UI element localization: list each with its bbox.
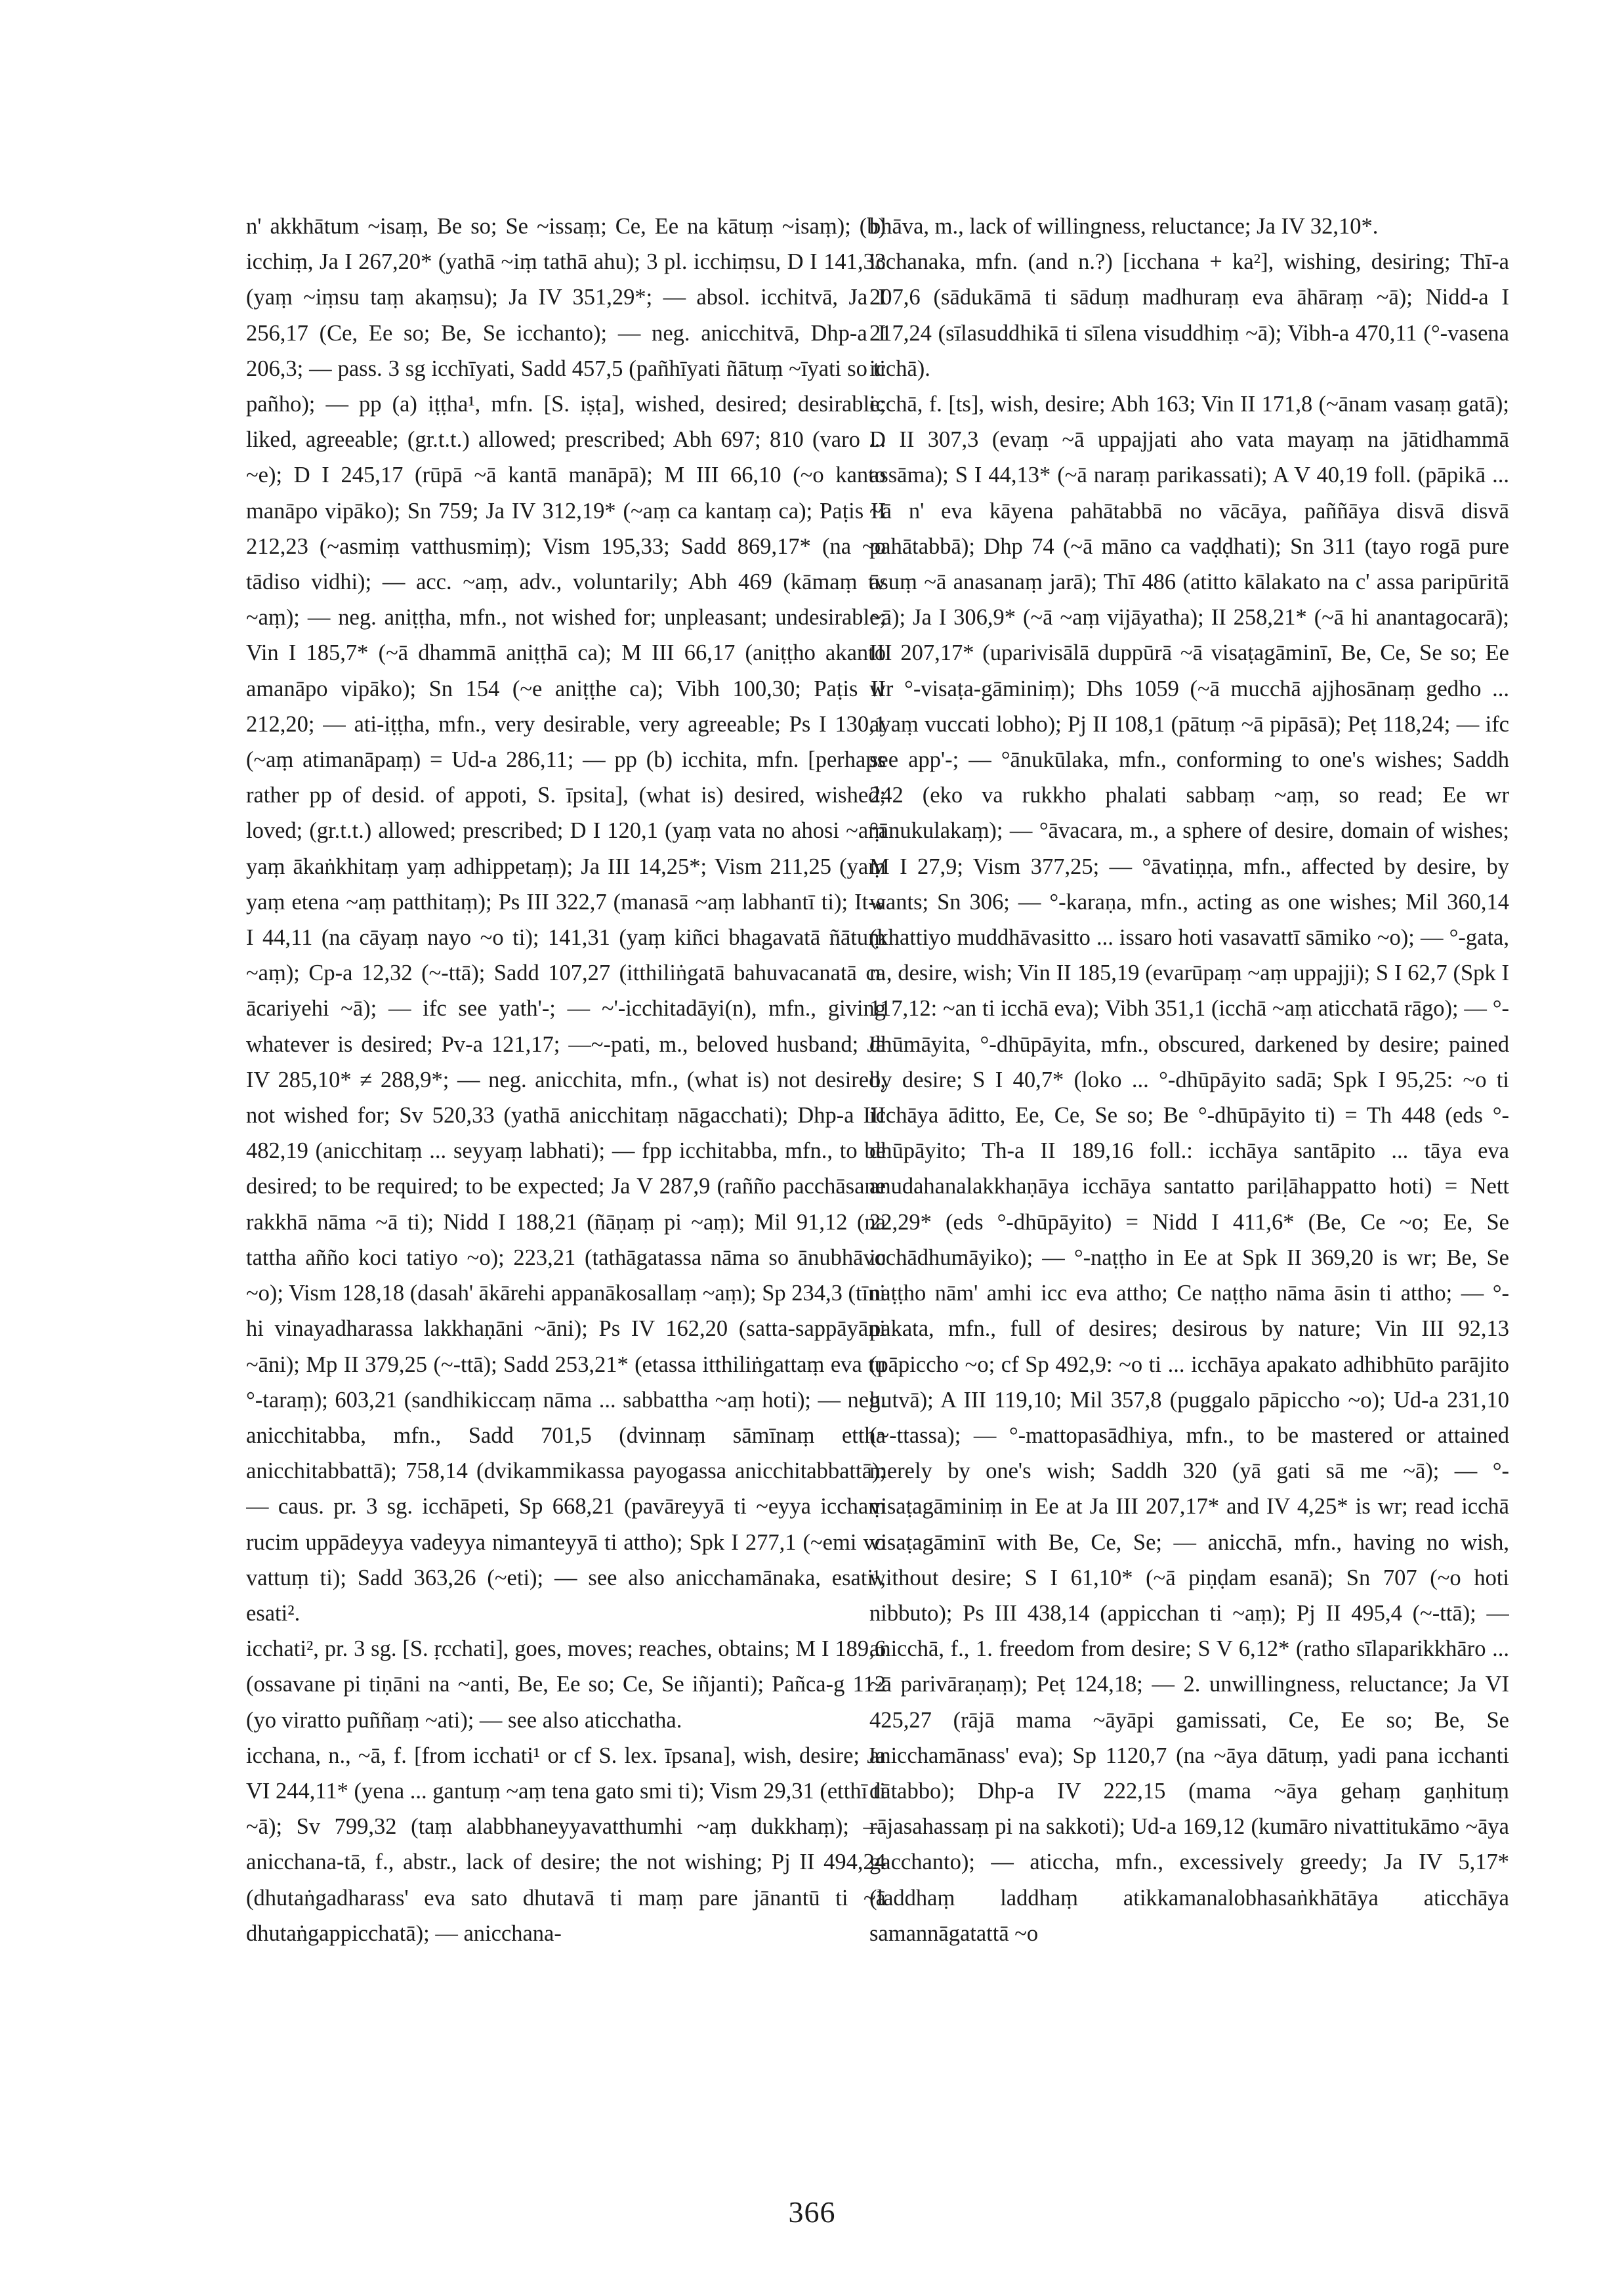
- entry-icchanaka: icchanaka, mfn. (and n.?) [icchana + ka²], wishing, desiring; Thī-a 207,6 (sādukāmā ti sāduṃ madhuraṃ eva āhāraṃ ~ā); Nidd-a I 217,24 (sīlasuddhikā ti sīlena visuddhiṃ ~ā); Vibh-a 470,11 (°-vasena icchā).: [869, 249, 1509, 381]
- right-column: [869, 209, 1509, 2197]
- left-column: [246, 209, 886, 2197]
- entry-icchati1-continuation: n' akkhātum ~isaṃ, Be so; Se ~issaṃ; Ce, Ee na kātuṃ ~isaṃ); (b) icchiṃ, Ja I 267,20* (yathā ~iṃ tathā ahu); 3 pl. icchiṃsu, D I 141,33 (yaṃ ~iṃsu taṃ akaṃsu); Ja IV 351,29*; — absol. icchitvā, Ja I 256,17 (Ce, Ee so; Be, Se icchanto); — neg. anicchitvā, Dhp-a I 206,3; — pass. 3 sg icchīyati, Sadd 457,5 (pañhīyati ñātuṃ ~īyati so ti pañho); — pp (a) iṭṭha¹, mfn. [S. iṣṭa], wished, desired; desirable; liked, agreeable; (gr.t.t.) allowed; prescribed; Abh 697; 810 (varo ... ~e); D I 245,17 (rūpā ~ā kantā manāpā); M III 66,10 (~o kanto manāpo vipāko); Sn 759; Ja IV 312,19* (~aṃ ca kantaṃ ca); Paṭis II 212,23 (~asmiṃ vatthusmiṃ); Vism 195,33; Sadd 869,17* (na ~o tādiso vidhi); — acc. ~aṃ, adv., voluntarily; Abh 469 (kāmaṃ tv ~aṃ); — neg. aniṭṭha, mfn., not wished for; unpleasant; undesirable; Vin I 185,7* (~ā dhammā aniṭṭhā ca); M III 66,17 (aniṭṭho akanto amanāpo vipāko); Sn 154 (~e aniṭṭhe ca); Vibh 100,30; Paṭis II 212,20; — ati-iṭṭha, mfn., very desirable, very agreeable; Ps I 130,1 (~aṃ atimanāpaṃ) = Ud-a 286,11; — pp (b) icchita, mfn. [perhaps rather pp of desid. of appoti, S. īpsita], (what is) desired, wished; loved; (gr.t.t.) allowed; prescribed; D I 120,1 (yaṃ vata no ahosi ~aṃ yaṃ ākaṅkhitaṃ yaṃ adhippetaṃ); Ja III 14,25*; Vism 211,25 (yaṃ yaṃ etena ~aṃ patthitaṃ); Ps III 322,7 (manasā ~aṃ labhantī ti); It-a I 44,11 (na cāyaṃ nayo ~o ti); 141,31 (yaṃ kiñci bhagavatā ñātuṃ ~aṃ); Cp-a 12,32 (~-ttā); Sadd 107,27 (itthiliṅgatā bahuvacanatā ca ācariyehi ~ā); — ifc see yath'-; — ~'-icchitadāyi(n), mfn., giving whatever is desired; Pv-a 121,17; —~-pati, m., beloved husband; Ja IV 285,10* ≠ 288,9*; — neg. anicchita, mfn., (what is) not desired, not wished for; Sv 520,33 (yathā anicchitaṃ nāgacchati); Dhp-a III 482,19 (anicchitaṃ ... seyyaṃ labhati); — fpp icchitabba, mfn., to be desired; to be required; to be expected; Ja V 287,9 (rañño pacchāsane rakkhā nāma ~ā ti); Nidd I 188,21 (ñāṇaṃ pi ~aṃ); Mil 91,12 (na tattha añño koci tatiyo ~o); 223,21 (tathāgatassa nāma so ānubhāvo ~o); Vism 128,18 (dasah' ākārehi appanākosallaṃ ~aṃ); Sp 234,3 (tīni hi vinayadharassa lakkhaṇāni ~āni); Ps IV 162,20 (satta-sappāyāni ~āni); Mp II 379,25 (~-ttā); Sadd 253,21* (etassa itthiliṅgattaṃ eva tu °-taraṃ); 603,21 (sandhikiccaṃ nāma ... sabbattha ~aṃ hoti); — neg. anicchitabba, mfn., Sadd 701,5 (dvinnaṃ sāmīnaṃ ettha anicchitabbattā); 758,14 (dvikammikassa payogassa anicchitabbattā); — caus. pr. 3 sg. icchāpeti, Sp 668,21 (pavāreyyā ti ~eyya icchaṃ rucim uppādeyya vadeyya nimanteyyā ti attho); Spk I 277,1 (~emi vo vattuṃ ti); Sadd 363,26 (~eti); — see also anicchamānaka, esati¹, esati².: [246, 214, 886, 1626]
- entry-icchana-continuation: bhāva, m., lack of willingness, reluctance; Ja IV 32,10*.: [869, 214, 1379, 239]
- page-number: 366: [788, 2195, 836, 2229]
- entry-icchana: icchana, n., ~ā, f. [from icchati¹ or cf S. lex. īpsana], wish, desire; Ja VI 244,11* (yena ... gantuṃ ~aṃ tena gato smi ti); Vism 29,31 (etthī ti ~ā); Sv 799,32 (taṃ alabbhaneyyavatthumhi ~aṃ dukkhaṃ); — anicchana-tā, f., abstr., lack of desire; the not wishing; Pj II 494,24 (dhutaṅgadharass' eva sato dhutavā ti maṃ pare jānantū ti ~ā dhutaṅgappicchatā); — anicchana-: [246, 1743, 886, 1946]
- entry-iccha: icchā, f. [ts], wish, desire; Abh 163; Vin II 171,8 (~ānam vasaṃ gatā); D II 307,3 (evaṃ ~ā uppajjati aho vata mayaṃ na jātidhammā assāma); S I 44,13* (~ā naraṃ parikassati); A V 40,19 foll. (pāpikā ... ~ā n' eva kāyena pahātabbā no vācāya, paññāya disvā disvā pahātabbā); Dhp 74 (~ā māno ca vaḍḍhati); Sn 311 (tayo rogā pure āsuṃ ~ā anasanaṃ jarā); Thī 486 (atitto kālakato na c' assa paripūritā ~ā); Ja I 306,9* (~ā ~aṃ vijāyatha); II 258,21* (~ā hi anantagocarā); III 207,17* (uparivisālā duppūrā ~ā visaṭagāminī, Be, Ce, Se so; Ee wr °-visaṭa-gāminiṃ); Dhs 1059 (~ā mucchā ajjhosānaṃ gedho ... ayaṃ vuccati lobho); Pj II 108,1 (pātuṃ ~ā pipāsā); Peṭ 118,24; — ifc see app'-; — °ānukūlaka, mfn., conforming to one's wishes; Saddh 242 (eko va rukkho phalati sabbaṃ ~aṃ, so read; Ee wr °ānukulakaṃ); — °āvacara, m., a sphere of desire, domain of wishes; M I 27,9; Vism 377,25; — °āvatiṇṇa, mfn., affected by desire, by wants; Sn 306; — °-karaṇa, mfn., acting as one wishes; Mil 360,14 (khattiyo muddhāvasitto ... issaro hoti vasavattī sāmiko ~o); — °-gata, n., desire, wish; Vin II 185,19 (evarūpaṃ ~aṃ uppajji); S I 62,7 (Spk I 117,12: ~an ti icchā eva); Vibh 351,1 (icchā ~aṃ aticchatā rāgo); — °-dhūmāyita, °-dhūpāyita, mfn., obscured, darkened by desire; pained by desire; S I 40,7* (loko ... °-dhūpāyito sadā; Spk I 95,25: ~o ti icchāya āditto, Ee, Ce, Se so; Be °-dhūpāyito ti) = Th 448 (eds °-dhūpāyito; Th-a II 189,16 foll.: icchāya santāpito ... tāya eva anudahanalakkhaṇāya icchāya santatto pariḷāhappatto hoti) = Nett 22,29* (eds °-dhūpāyito) = Nidd I 411,6* (Be, Ce ~o; Ee, Se icchādhumāyiko); — °-naṭṭho in Ee at Spk II 369,20 is wr; Be, Se naṭṭho nām' amhi icc eva attho; Ce naṭṭho nāma āsin ti attho; — °-pakata, mfn., full of desires; desirous by nature; Vin III 92,13 (pāpiccho ~o; cf Sp 492,9: ~o ti ... icchāya apakato adhibhūto parājito hutvā); A III 119,10; Mil 357,8 (puggalo pāpiccho ~o); Ud-a 231,10 (~-ttassa); — °-mattopasādhiya, mfn., to be mastered or attained merely by one's wish; Saddh 320 (yā gati sā me ~ā); — °-visaṭagāminiṃ in Ee at Ja III 207,17* and IV 4,25* is wr; read icchā visaṭagāminī with Be, Ce, Se; — anicchā, mfn., having no wish, without desire; S I 61,10* (~ā piṇḍam esanā); Sn 707 (~o hoti nibbuto); Ps III 438,14 (appicchan ti ~aṃ); Pj II 495,4 (~-ttā); — anicchā, f., 1. freedom from desire; S V 6,12* (ratho sīlaparikkhāro ... ~ā parivāraṇaṃ); Peṭ 124,18; — 2. unwillingness, reluctance; Ja VI 425,27 (rājā mama ~āyāpi gamissati, Ce, Ee so; Be, Se anicchamānass' eva); Sp 1120,7 (na ~āya dātuṃ, yadi pana icchanti dātabbo); Dhp-a IV 222,15 (mama ~āya gehaṃ gaṇhituṃ rājasahassaṃ pi na sakkoti); Ud-a 169,12 (kumāro nivattitukāmo ~āya gacchanto); — aticcha, mfn., excessively greedy; Ja IV 5,17* (laddhaṃ laddhaṃ atikkamanalobhasaṅkhātāya aticchāya samannāgatattā ~o: [869, 392, 1509, 1946]
- entry-icchati2: icchati², pr. 3 sg. [S. ṛcchati], goes, moves; reaches, obtains; M I 189,6 (ossavane pi tiṇāni na ~anti, Be, Ee so; Ce, Se iñjanti); Pañca-g 112 (yo viratto puññaṃ ~ati); — see also aticchatha.: [246, 1636, 886, 1733]
